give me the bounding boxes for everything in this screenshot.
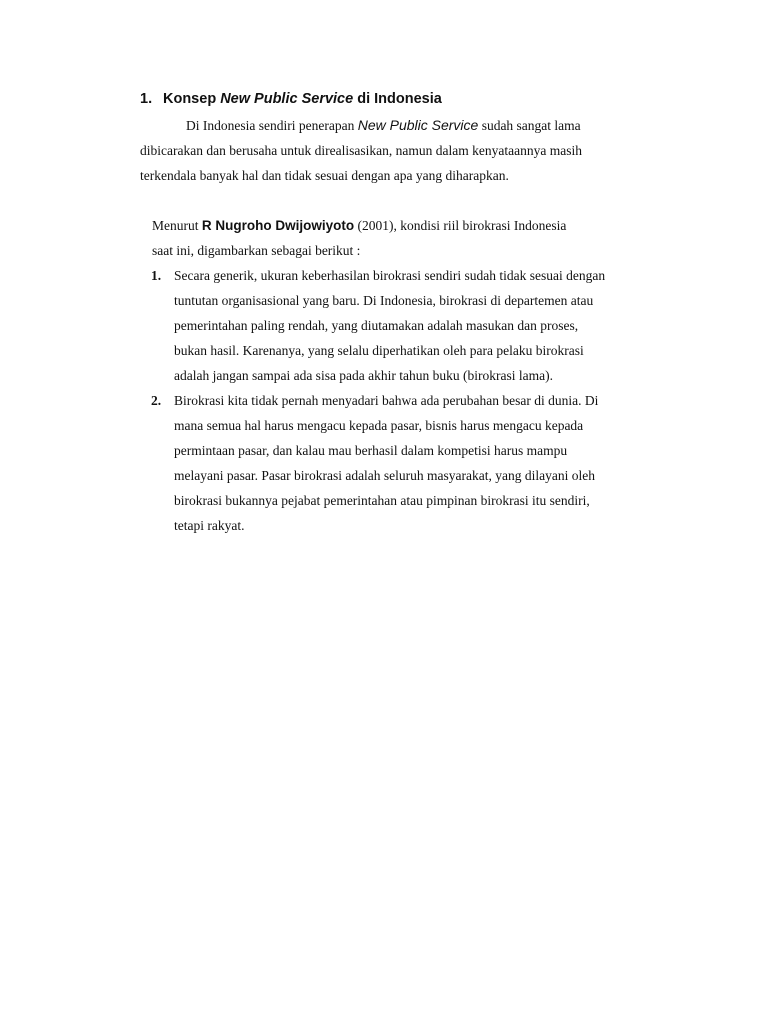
list-item-line: mana semua hal harus mengacu kepada pasar, bisnis harus mengacu kepada [174,418,584,433]
list-item-line: Birokrasi kita tidak pernah menyadari bahwa ada perubahan besar di dunia. Di [174,393,599,408]
intro-line-1 [186,117,581,134]
intro-line-2: dibicarakan dan berusaha untuk direalisasikan, namun dalam kenyataannya masih [140,143,582,158]
heading-number: 1. [140,91,153,107]
quote-intro-post: (2001), kondisi riil birokrasi Indonesia [357,218,567,233]
heading-italic: New Public Service [220,91,354,107]
intro-line-1-pre: Di Indonesia sendiri penerapan [186,118,355,133]
heading-prefix: Konsep [163,91,217,107]
list-item-line: tetapi rakyat. [174,518,245,533]
section-heading [140,91,442,107]
list-item-line: bukan hasil. Karenanya, yang selalu diperhatikan oleh para pelaku birokrasi [174,343,584,358]
list-item-number: 2. [151,393,162,408]
list-item-line: pemerintahan paling rendah, yang diutamakan adalah masukan dan proses, [174,318,579,333]
list-item-line: birokrasi bukannya pejabat pemerintahan atau pimpinan birokrasi itu sendiri, [174,493,590,508]
intro-line-1-italic: New Public Service [357,117,479,133]
quote-intro-line-2: saat ini, digambarkan sebagai berikut : [152,243,361,258]
quote-intro-line-1 [152,218,566,234]
list-item-line: adalah jangan sampai ada sisa pada akhir tahun buku (birokrasi lama). [174,368,553,383]
intro-line-3: terkendala banyak hal dan tidak sesuai dengan apa yang diharapkan. [140,168,509,183]
list-item-line: melayani pasar. Pasar birokrasi adalah seluruh masyarakat, yang dilayani oleh [174,468,595,483]
list-item-line: Secara generik, ukuran keberhasilan birokrasi sendiri sudah tidak sesuai dengan [174,268,606,283]
intro-line-1-post: sudah sangat lama [481,118,581,133]
list-item-line: tuntutan organisasional yang baru. Di Indonesia, birokrasi di departemen atau [174,293,594,308]
quote-intro-pre: Menurut [152,218,199,233]
heading-suffix: di Indonesia [357,91,442,107]
list-item-number: 1. [151,268,162,283]
quote-author: R Nugroho Dwijowiyoto [201,218,355,233]
list-item-line: permintaan pasar, dan kalau mau berhasil dalam kompetisi harus mampu [174,443,568,458]
